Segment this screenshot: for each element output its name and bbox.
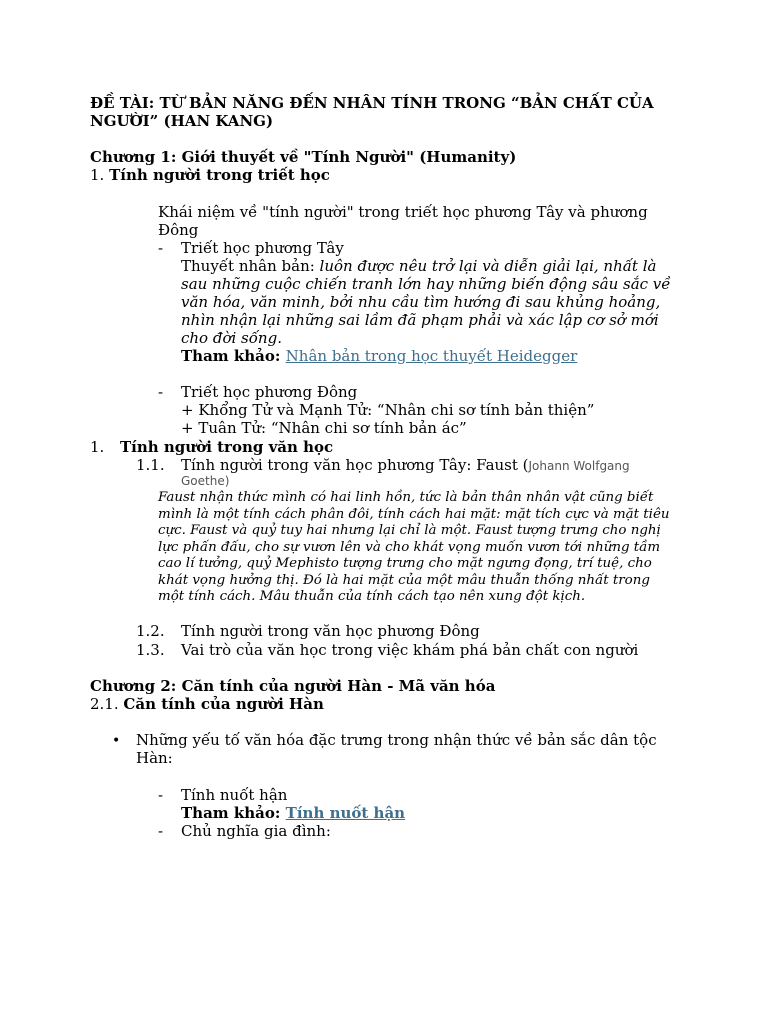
xunzi-line: + Tuân Tử: “Nhân chi sơ tính bản ác” <box>181 419 467 437</box>
subsection-1-1-text <box>181 456 681 474</box>
east-philosophy-label: Triết học phương Đông <box>181 383 358 401</box>
bullet-icon: • <box>112 733 121 749</box>
document-title: ĐỀ TÀI: TỪ BẢN NĂNG ĐẾN NHÂN TÍNH TRONG “BẢN CHẤT CỦA NGƯỜI” (HAN KANG) <box>90 94 654 130</box>
chapter-2-heading: Chương 2: Căn tính của người Hàn - Mã văn hóa <box>90 677 496 695</box>
east-dash: - <box>158 383 164 401</box>
section-1-heading <box>90 166 710 184</box>
humanism-paragraph <box>181 257 675 347</box>
item-2-dash: - <box>158 822 164 840</box>
confucius-mencius-line: + Khổng Tử và Mạnh Tử: “Nhân chi sơ tính bản thiện” <box>181 401 595 419</box>
heidegger-link[interactable]: Nhân bản trong học thuyết Heidegger <box>285 347 578 365</box>
author-name: Johann Wolfgang <box>528 459 630 473</box>
item-familism: Chủ nghĩa gia đình: <box>181 822 331 840</box>
reference-label: Tham khảo: <box>181 347 286 365</box>
subsection-1-2-number: 1.2. <box>136 622 165 640</box>
section-2-title: Tính người trong văn học <box>120 438 334 456</box>
culture-elements-paragraph: Những yếu tố văn hóa đặc trưng trong nhận thức về bản sắc dân tộc Hàn: <box>136 731 657 767</box>
section-2-1-number: 2.1. <box>90 695 124 713</box>
subsection-1-1-number: 1.1. <box>136 456 165 474</box>
humanism-lead: Thuyết nhân bản: <box>181 257 320 275</box>
west-reference <box>181 347 681 365</box>
subsection-1-3-text: Vai trò của văn học trong việc khám phá bản chất con người <box>181 641 639 659</box>
item-1-dash: - <box>158 786 164 804</box>
item-resentment: Tính nuốt hận <box>181 786 288 804</box>
section-2-1-heading <box>90 695 690 713</box>
section-2-number: 1. <box>90 438 105 456</box>
author-name-cont: Goethe) <box>181 474 230 488</box>
west-philosophy-label: Triết học phương Tây <box>181 239 344 257</box>
item-1-reference <box>181 804 681 822</box>
chapter-1-heading <box>90 148 710 166</box>
subsection-1-1-label: Tính người trong văn học phương Tây: Faust ( <box>181 456 529 474</box>
west-dash: - <box>158 239 164 257</box>
chapter-1-prefix: Chương 1 <box>90 148 171 166</box>
subsection-1-3-number: 1.3. <box>136 641 165 659</box>
concept-paragraph: Khái niệm về "tính người" trong triết học phương Tây và phương Đông <box>158 203 648 239</box>
faust-paragraph: Faust nhận thức mình có hai linh hồn, tức là bản thân nhân vật cũng biết mình là một tính cách phân đôi, tính cách hai mặt: mặt tích cực và mặt tiêu cực. Faust và quỷ tuy hai nhưng lại chỉ là một. Faust tượng trưng cho nghị lực phấn đấu, cho sự vươn lên và cho khát vọng muốn vươn tới những tầm cao lí tưởng, quỷ Mephisto tượng trưng cho mặt ngưng đọng, trí tuệ, cho khát vọng hưởng thị. Đó là hai mặt của một mâu thuẫn thống nhất trong một tính cách. Mâu thuẫn của tính cách tạo nên xung đột kịch. <box>158 490 670 604</box>
chapter-1-title: : Giới thuyết về "Tính Người" (Humanity) <box>170 148 517 166</box>
section-2-1-title: Căn tính của người Hàn <box>123 695 324 713</box>
humanism-text: luôn được nêu trở lại và diễn giải lại, nhất là sau những cuộc chiến tranh lớn hay những biến động sâu sắc về văn hóa, văn minh, bởi nhu cầu tìm hướng đi sau khủng hoảng, nhìn nhận lại những sai lầm đã phạm phải và xác lập cơ sở mới cho đời sống. <box>181 257 671 347</box>
reference-label-2: Tham khảo: <box>181 804 286 822</box>
section-1-title: Tính người trong triết học <box>109 166 330 184</box>
resentment-link[interactable]: Tính nuốt hận <box>285 804 406 822</box>
section-1-number: 1. <box>90 166 110 184</box>
subsection-1-2-text: Tính người trong văn học phương Đông <box>181 622 480 640</box>
